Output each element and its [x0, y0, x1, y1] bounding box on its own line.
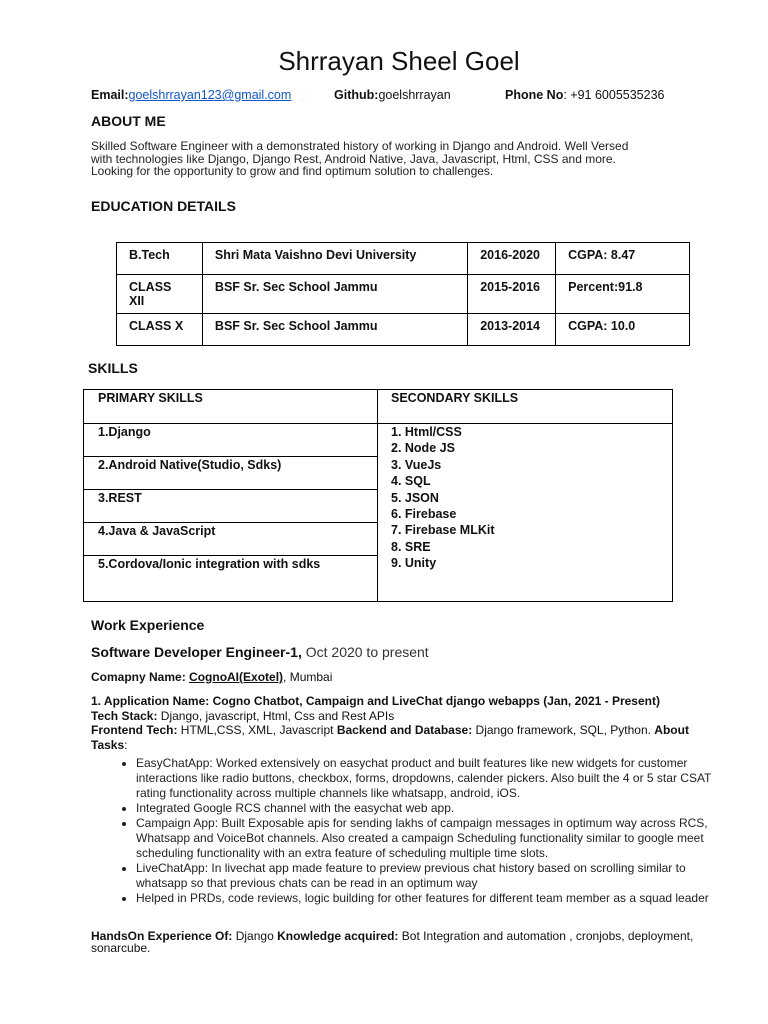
edu-institution: BSF Sr. Sec School Jammu [202, 314, 467, 346]
handson-block [91, 931, 711, 954]
list-item: • EasyChatApp: Worked extensively on easychat product and built features like new widgets for customer interactions like radio buttons, checkbox, forms, dropdowns, calender pickers. Also built the 4 or 5 star CSAT rating functionality across multiple channels like whatsapp, android, iOS. [136, 756, 720, 801]
knowledge-value: Bot Integration and automation , cronjobs, deployment, [398, 929, 694, 943]
phone-label: Phone No [505, 88, 564, 102]
tasks-line [91, 738, 711, 753]
work-heading: Work Experience [91, 617, 205, 633]
handson-line [91, 931, 711, 943]
knowledge-label: Knowledge acquired: [277, 929, 399, 943]
about-line: Skilled Software Engineer with a demonstrated history of working in Django and Android. Well Versed [91, 139, 629, 153]
company-label: Comapny Name: [91, 670, 190, 684]
primary-skill-item: 5.Cordova/Ionic integration with sdks [98, 557, 321, 571]
tech-stack-line [91, 709, 711, 724]
project-block [91, 694, 711, 752]
list-item: • LiveChatApp: In livechat app made feature to preview previous chat history based on scrolling similar to whatsapp so that previous chats can be read in an optimum way [136, 861, 720, 891]
primary-skill-item: 4.Java & JavaScript [98, 524, 216, 538]
application-name: 1. Application Name: Cogno Chatbot, Campaign and LiveChat django webapps (Jan, 2021 - Present) [91, 694, 660, 708]
phone-line [505, 88, 665, 102]
divider [84, 489, 377, 490]
skills-table [83, 389, 673, 602]
edu-score: CGPA: 10.0 [556, 314, 690, 346]
about-line: Looking for the opportunity to grow and find optimum solution to challenges. [91, 164, 494, 179]
secondary-skill-item: 8. SRE [391, 539, 431, 554]
resume-name: Shrrayan Sheel Goel [278, 46, 520, 76]
edu-score: CGPA: 8.47 [556, 243, 690, 275]
github-label: Github: [334, 88, 379, 102]
primary-skill-item: 3.REST [98, 491, 142, 505]
role-line [91, 644, 429, 660]
list-item: • Helped in PRDs, code reviews, logic building for other features for different team member as a squad leader [136, 891, 720, 906]
secondary-skill-item: 9. Unity [391, 556, 437, 571]
company-name: CognoAI(Exotel) [189, 670, 284, 684]
table-row [117, 314, 690, 346]
education-heading: EDUCATION DETAILS [91, 198, 236, 214]
github-line [334, 88, 451, 102]
primary-skill-item: 2.Android Native(Studio, Sdks) [98, 458, 282, 472]
backend-label: Backend and Database: [336, 723, 473, 737]
email-link[interactable]: goelshrrayan123@gmail.com [128, 88, 292, 102]
divider [84, 456, 377, 457]
phone-value: : +91 6005535236 [563, 88, 665, 102]
frontend-value: HTML,CSS, XML, Javascript [177, 723, 337, 737]
edu-years: 2015-2016 [468, 275, 556, 314]
edu-years: 2013-2014 [468, 314, 556, 346]
skills-heading: SKILLS [88, 360, 138, 376]
secondary-skill-item: 2. Node JS [391, 441, 455, 456]
list-item: • Integrated Google RCS channel with the easychat web app. [136, 801, 720, 816]
handson-label: HandsOn Experience Of: [91, 929, 233, 943]
about-heading: ABOUT ME [91, 113, 166, 129]
divider [84, 522, 377, 523]
edu-institution: Shri Mata Vaishno Devi University [202, 243, 467, 275]
secondary-skills-list [391, 424, 495, 572]
edu-degree: CLASS XII [117, 275, 203, 314]
secondary-skill-item: 4. SQL [391, 474, 431, 489]
education-table [116, 242, 690, 346]
edu-score: Percent:91.8 [556, 275, 690, 314]
github-value: goelshrrayan [378, 88, 451, 102]
about-text [91, 140, 731, 178]
tech-stack-value: Django, javascript, Html, Css and Rest APIs [157, 708, 395, 723]
primary-skill-item: 1.Django [98, 425, 151, 439]
secondary-skill-item: 6. Firebase [391, 507, 457, 522]
table-row [117, 275, 690, 314]
secondary-skills-header: SECONDARY SKILLS [391, 391, 519, 405]
company-location: , Mumbai [283, 670, 333, 684]
frontend-line [91, 723, 711, 738]
list-item: • Campaign App: Built Exposable apis for sending lakhs of campaign messages in optimum way across RCS, Whatsapp and VoiceBot channels. Also created a campaign Scheduling functionality similar to google meet scheduling functionality with an extra feature of scheduling multiple time slots. [136, 816, 720, 861]
knowledge-continuation: sonarcube. [91, 940, 151, 955]
company-line [91, 670, 332, 684]
tech-stack-label: Tech Stack: [91, 708, 158, 723]
email-label: Email: [91, 88, 129, 102]
divider [84, 555, 377, 556]
primary-skills-header: PRIMARY SKILLS [98, 391, 203, 405]
tasks-label-part1: About [654, 723, 689, 737]
role-title: Software Developer Engineer-1, [91, 644, 302, 660]
secondary-skill-item: 3. VueJs [391, 457, 442, 472]
edu-institution: BSF Sr. Sec School Jammu [202, 275, 467, 314]
divider [377, 390, 378, 601]
edu-degree: CLASS X [117, 314, 203, 346]
role-period: Oct 2020 to present [301, 644, 429, 660]
backend-value: Django framework, SQL, Python. [472, 723, 655, 737]
edu-degree: B.Tech [117, 243, 203, 275]
frontend-label: Frontend Tech: [91, 723, 178, 737]
secondary-skill-item: 5. JSON [391, 490, 439, 505]
divider [84, 423, 672, 424]
task-list [116, 756, 720, 906]
tasks-colon: : [124, 737, 128, 752]
secondary-skill-item: 1. Html/CSS [391, 425, 462, 439]
tasks-label-part2: Tasks [91, 737, 125, 752]
about-line: with technologies like Django, Django Rest, Android Native, Java, Javascript, Html, CSS and more. [91, 151, 616, 166]
secondary-skill-item: 7. Firebase MLKit [391, 523, 495, 538]
table-row [117, 243, 690, 275]
handson-value: Django [232, 929, 278, 943]
email-line [91, 88, 291, 102]
edu-years: 2016-2020 [468, 243, 556, 275]
